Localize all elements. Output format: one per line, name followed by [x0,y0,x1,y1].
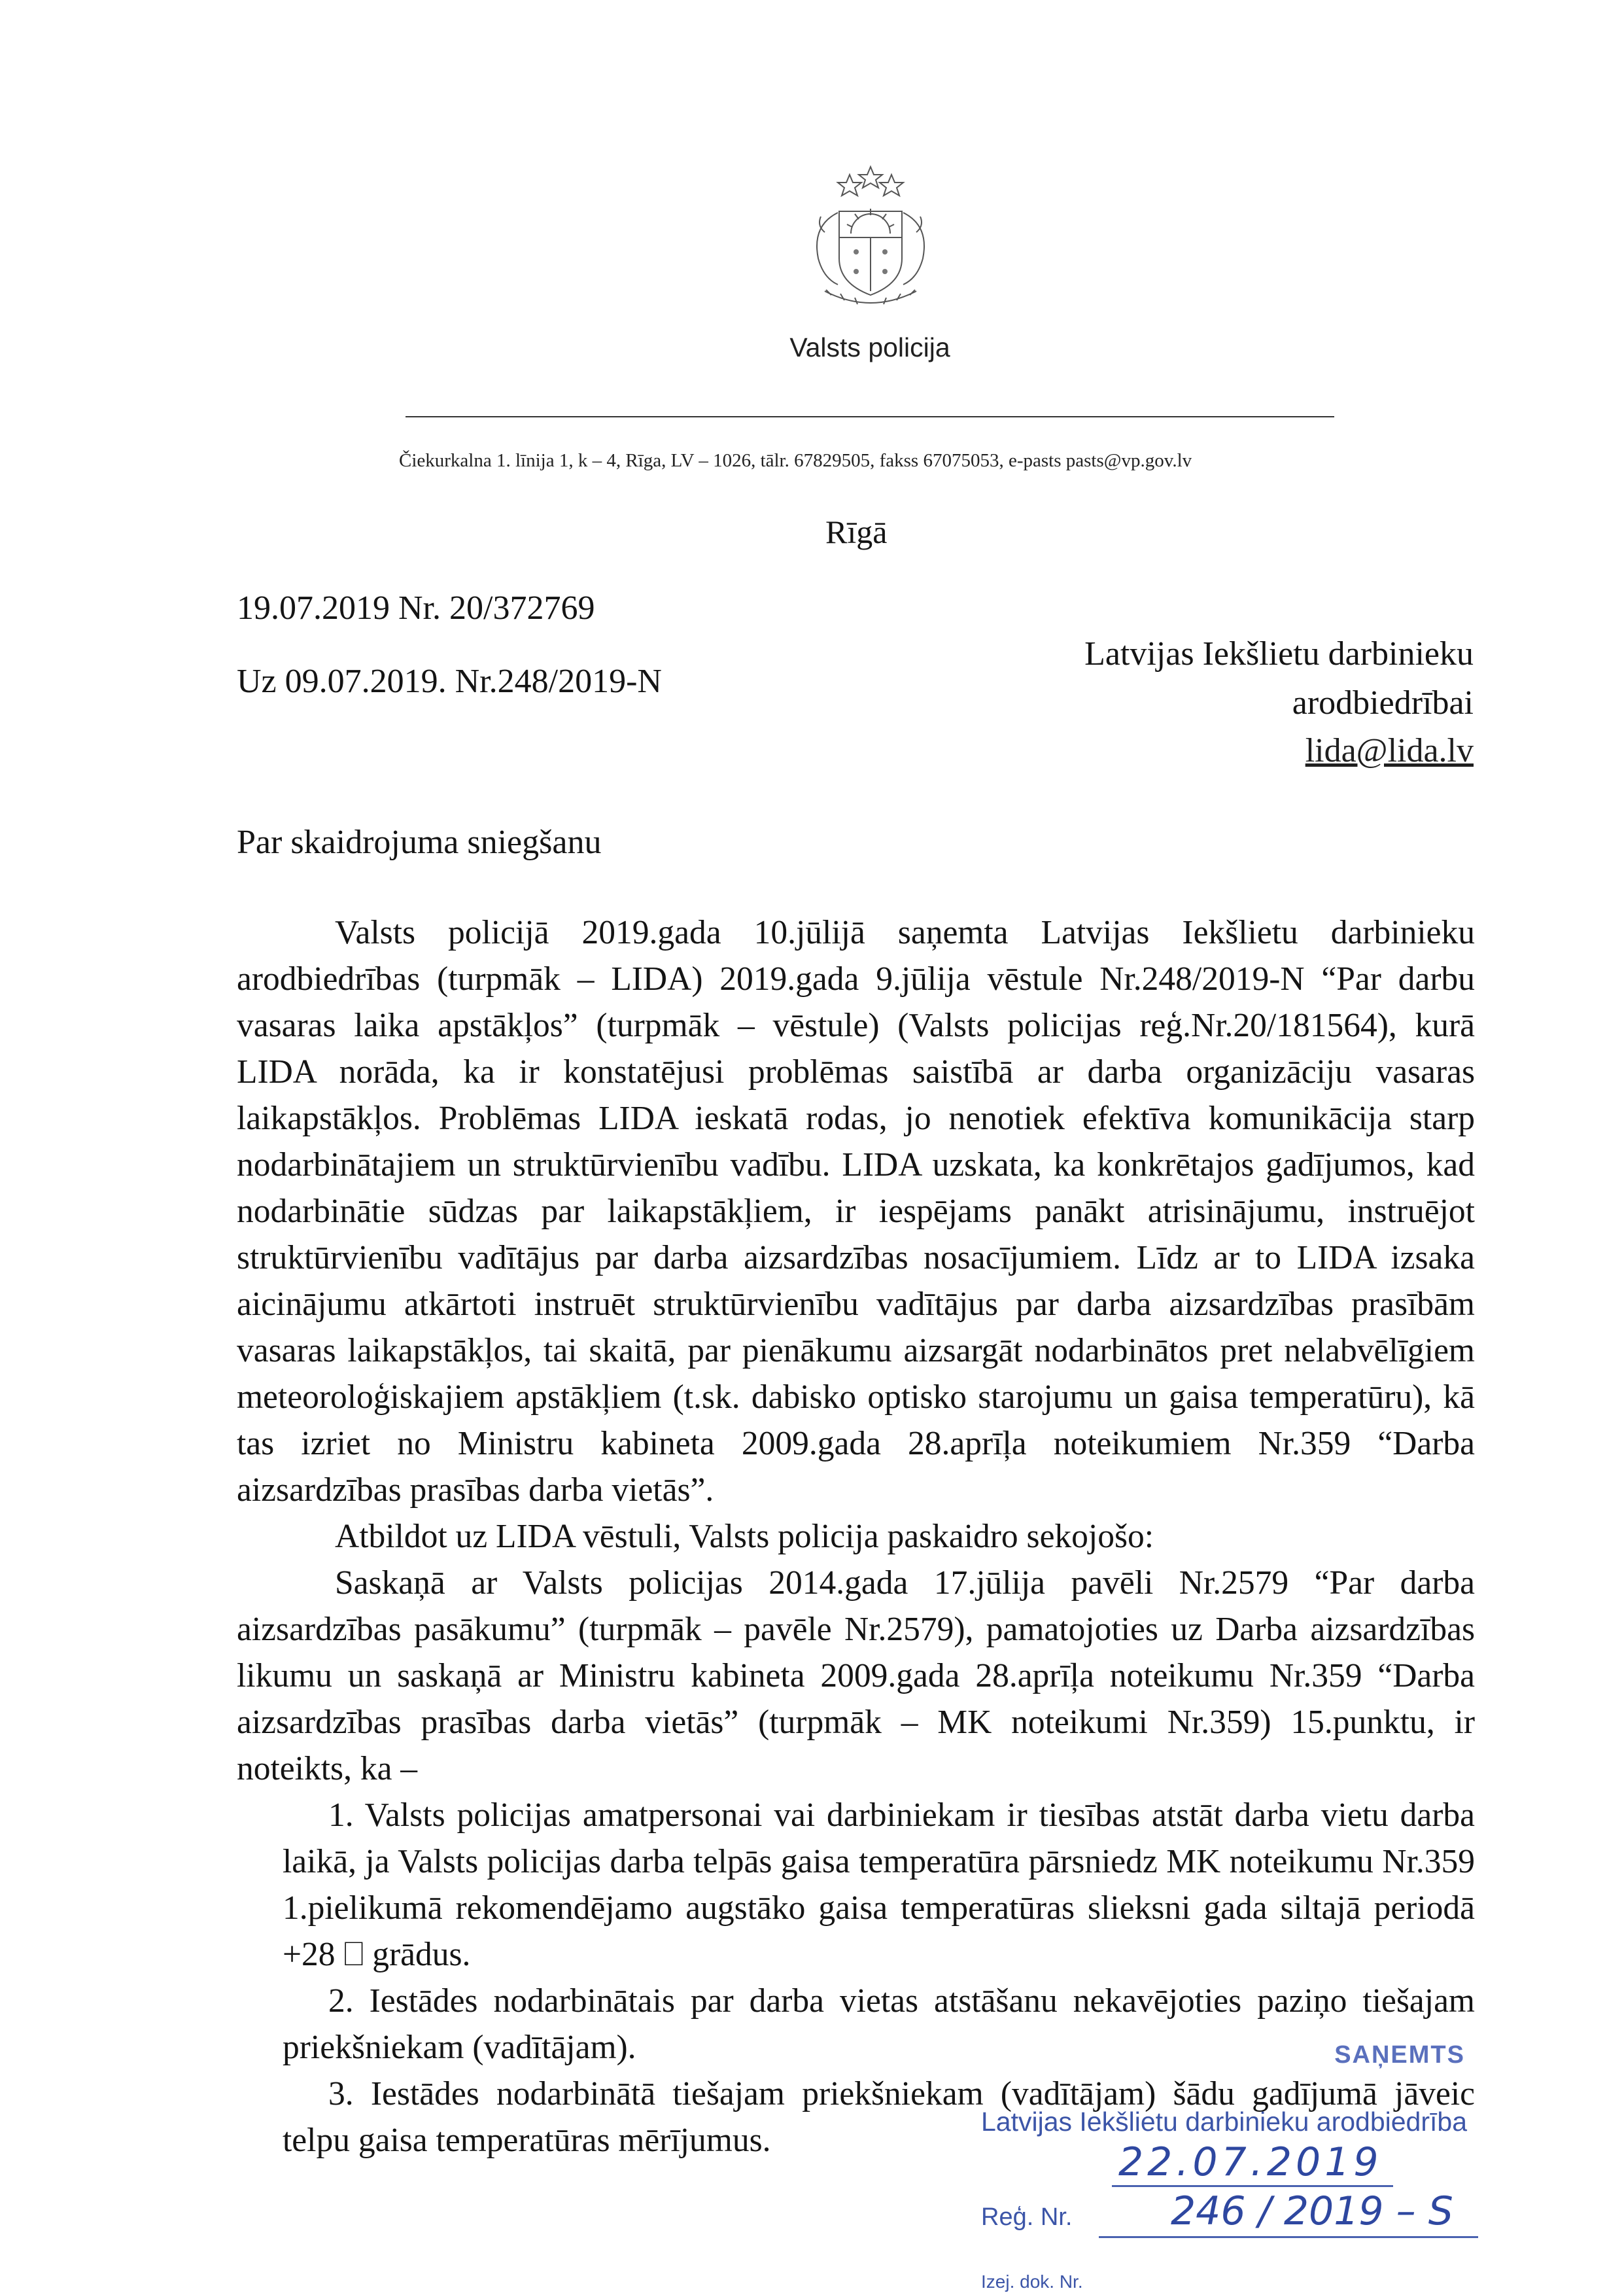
letter-body [237,909,1475,2164]
place-of-issue: Rīgā [825,514,888,550]
stamp-handwritten-date: 22.07.2019 [1118,2139,1383,2185]
list-item-1: 1. Valsts policijas amatpersonai vai darbiniekam ir tiesības atstāt darba vietu darba laikā, ja Valsts policijas darba telpās gaisa temperatūra pārsniedz MK noteikumu Nr.359 1.pielikumā rekomendējamo augstāko gaisa temperatūras slieksni gada siltajā periodā +28 ⎕ grādus. [283,1796,1475,1973]
stamp-reg-label: Reģ. Nr. [981,2203,1073,2231]
stamp-heading: SAŅEMTS [1334,2041,1465,2069]
agency-name: Valsts policija [789,332,950,362]
latvia-coat-of-arms-icon [799,160,942,317]
agency-contact-line: Čiekurkalna 1. līnija 1, k – 4, Rīga, LV – 1026, tālr. 67829505, fakss 67075053, e-pasts pasts@vp.gov.lv [399,450,1192,471]
letter-date-number: 19.07.2019 Nr. 20/372769 [237,589,595,627]
recipient-line-2: arodbiedrībai [1292,684,1474,722]
stamp-date-line [1112,2185,1393,2187]
body-paragraph-1: Valsts policijā 2019.gada 10.jūlijā saņemta Latvijas Iekšlietu darbinieku arodbiedrības (turpmāk – LIDA) 2019.gada 9.jūlija vēstule Nr.248/2019-N “Par darbu vasaras laika apstākļos” (turpmāk – vēstule) (Valsts policijas reģ.Nr.20/181564), kurā LIDA norāda, ka ir konstatējusi problēmas saistībā ar darba organizāciju vasaras laikapstākļos. Problēmas LIDA ieskatā rodas, jo nenotiek efektīva komunikācija starp nodarbinātajiem un struktūrvienību vadību. LIDA uzskata, ka konkrētajos gadījumos, kad nodarbinātie sūdzas par laikapstākļiem, ir iespējams panākt atrisinājumu, instruējot struktūrvienību vadītājus par darba aizsardzības nosacījumiem. Līdz ar to LIDA izsaka aicinājumu atkārtoti instruēt struktūrvienību vadītājus par darba aizsardzības prasībām vasaras laikapstākļos, tai skaitā, par pienākumu aizsargāt nodarbinātos pret nelabvēlīgiem meteoroloģiskajiem apstākļiem (t.sk. dabisko optisko starojumu un gaisa temperatūru), kā tas izriet no Ministru kabineta 2009.gada 28.aprīļa noteikumiem Nr.359 “Darba aizsardzības prasības darba vietās”. [237,914,1475,1509]
recipient-email-link[interactable]: lida@lida.lv [1305,732,1474,769]
header-divider [406,416,1334,417]
stamp-organization: Latvijas Iekšlietu darbinieku arodbiedrība [981,2107,1468,2137]
list-item-2: 2. Iestādes nodarbinātais par darba vietas atstāšanu nekavējoties paziņo tiešajam priekšniekam (vadītājam). [283,1982,1475,2066]
letter-subject: Par skaidrojuma sniegšanu [237,824,602,861]
stamp-reg-line [1099,2236,1478,2238]
stamp-reg-number: 246 / 2019 – S [1171,2188,1453,2234]
body-paragraph-3: Saskaņā ar Valsts policijas 2014.gada 17.jūlija pavēli Nr.2579 “Par darba aizsardzības pasākumu” (turpmāk – pavēle Nr.2579), pamatojoties uz Darba aizsardzības likumu un saskaņā ar Ministru kabineta 2009.gada 28.aprīļa noteikumu Nr.359 “Darba aizsardzības prasības darba vietās” (turpmāk – MK noteikumi Nr.359) 15.punktu, ir noteikts, ka – [237,1564,1475,1787]
received-stamp [981,2041,1491,2295]
stamp-outgoing-label: Izej. dok. Nr. [981,2271,1083,2292]
body-paragraph-2: Atbildot uz LIDA vēstuli, Valsts policija paskaidro sekojošo: [335,1518,1154,1555]
recipient-line-1: Latvijas Iekšlietu darbinieku [1084,635,1474,673]
list-item-3: 3. Iestādes nodarbinātā tiešajam priekšniekam (vadītājam) šādu gadījumā jāveic telpu gaisa temperatūras mērījumus. [283,2075,1475,2159]
reply-reference: Uz 09.07.2019. Nr.248/2019-N [237,663,662,700]
